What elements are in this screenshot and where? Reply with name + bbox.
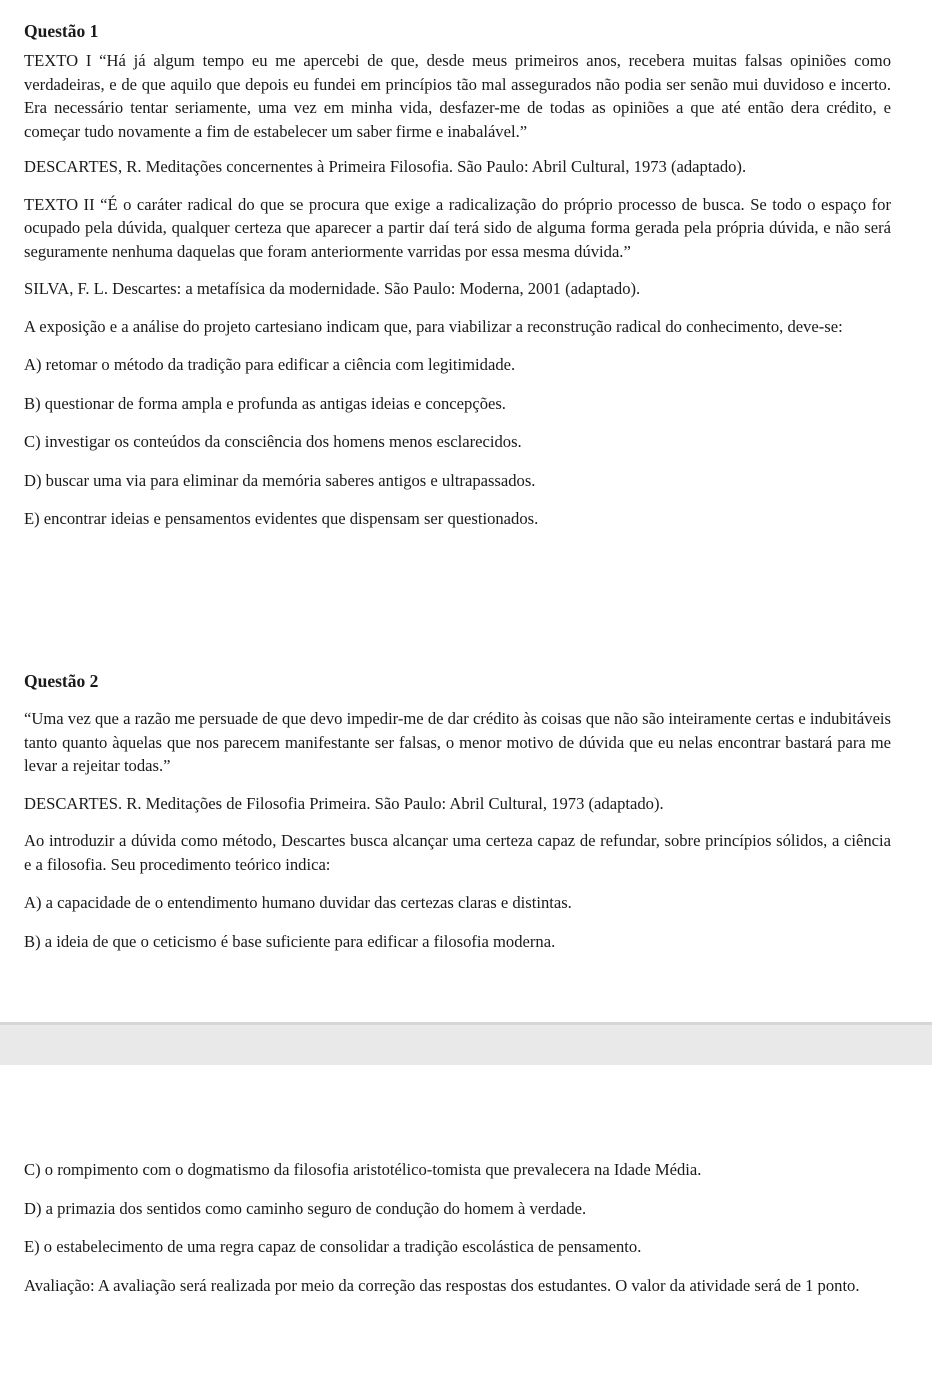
question-2-source: DESCARTES. R. Meditações de Filosofia Primeira. São Paulo: Abril Cultural, 1973 (adaptado). <box>24 793 664 813</box>
question-1 <box>0 19 932 531</box>
question-1-option-d: D) buscar uma via para eliminar da memória saberes antigos e ultrapassados. <box>24 470 536 490</box>
question-1-source-2: SILVA, F. L. Descartes: a metafísica da modernidade. São Paulo: Moderna, 2001 (adaptado). <box>24 279 641 298</box>
page-break <box>0 1022 932 1065</box>
question-2-option-e: E) o estabelecimento de uma regra capaz de consolidar a tradição escolástica de pensamento. <box>24 1237 642 1256</box>
question-2-option-d: D) a primazia dos sentidos como caminho seguro de condução do homem à verdade. <box>24 1198 587 1218</box>
question-1-text-1: TEXTO I “Há já algum tempo eu me apercebi de que, desde meus primeiros anos, recebera muitas falsas opiniões como verdadeiras, e de que aquilo que depois eu fundei em princípios tão mal assegurados não podia ser senão mui duvidoso e incerto. Era necessário tentar seriamente, uma vez em minha vida, desfazer-me de todas as opiniões a que até então dera crédito, e começar tudo novamente a fim de estabelecer um saber firme e inabalável.” <box>24 51 891 141</box>
question-1-option-a: A) retomar o método da tradição para edificar a ciência com legitimidade. <box>24 355 516 374</box>
question-2-continuation <box>0 1158 901 1297</box>
question-1-option-e: E) encontrar ideias e pensamentos evidentes que dispensam ser questionados. <box>24 509 539 528</box>
evaluation-note: Avaliação: A avaliação será realizada por meio da correção das respostas dos estudantes. O valor da atividade será de 1 ponto. <box>24 1275 860 1295</box>
question-2-prompt: Ao introduzir a dúvida como método, Descartes busca alcançar uma certeza capaz de refundar, sobre princípios sólidos, a ciência e a filosofia. Seu procedimento teórico indica: <box>24 831 891 874</box>
question-2 <box>0 669 932 953</box>
question-2-quote: “Uma vez que a razão me persuade de que devo impedir-me de dar crédito às coisas que não são inteiramente certas e indubitáveis tanto quanto àquelas que nos parecem manifestante ser falsas, o menor motivo de dúvida que eu nelas encontrar bastará para me levar a rejeitar todas.” <box>24 709 891 775</box>
question-2-title: Questão 2 <box>24 671 99 691</box>
question-2-option-c: C) o rompimento com o dogmatismo da filosofia aristotélico-tomista que prevalecera na Idade Média. <box>24 1160 702 1179</box>
question-2-option-b: B) a ideia de que o ceticismo é base suficiente para edificar a filosofia moderna. <box>24 931 556 951</box>
question-1-option-b: B) questionar de forma ampla e profunda as antigas ideias e concepções. <box>24 393 506 413</box>
question-1-prompt: A exposição e a análise do projeto cartesiano indicam que, para viabilizar a reconstrução radical do conhecimento, deve-se: <box>24 316 843 336</box>
question-2-option-a: A) a capacidade de o entendimento humano duvidar das certezas claras e distintas. <box>24 893 572 912</box>
question-1-title: Questão 1 <box>24 21 99 41</box>
question-1-text-2: TEXTO II “É o caráter radical do que se procura que exige a radicalização do próprio processo de busca. Se todo o espaço for ocupado pela dúvida, qualquer certeza que aparecer a partir daí terá sido de alguma forma gerada pela própria dúvida, e não será seguramente nenhuma daquelas que foram anteriormente varridas por essa mesma dúvida.” <box>24 194 891 261</box>
question-1-source-1: DESCARTES, R. Meditações concernentes à Primeira Filosofia. São Paulo: Abril Cultural, 1973 (adaptado). <box>24 157 747 176</box>
question-1-option-c: C) investigar os conteúdos da consciência dos homens menos esclarecidos. <box>24 432 522 451</box>
